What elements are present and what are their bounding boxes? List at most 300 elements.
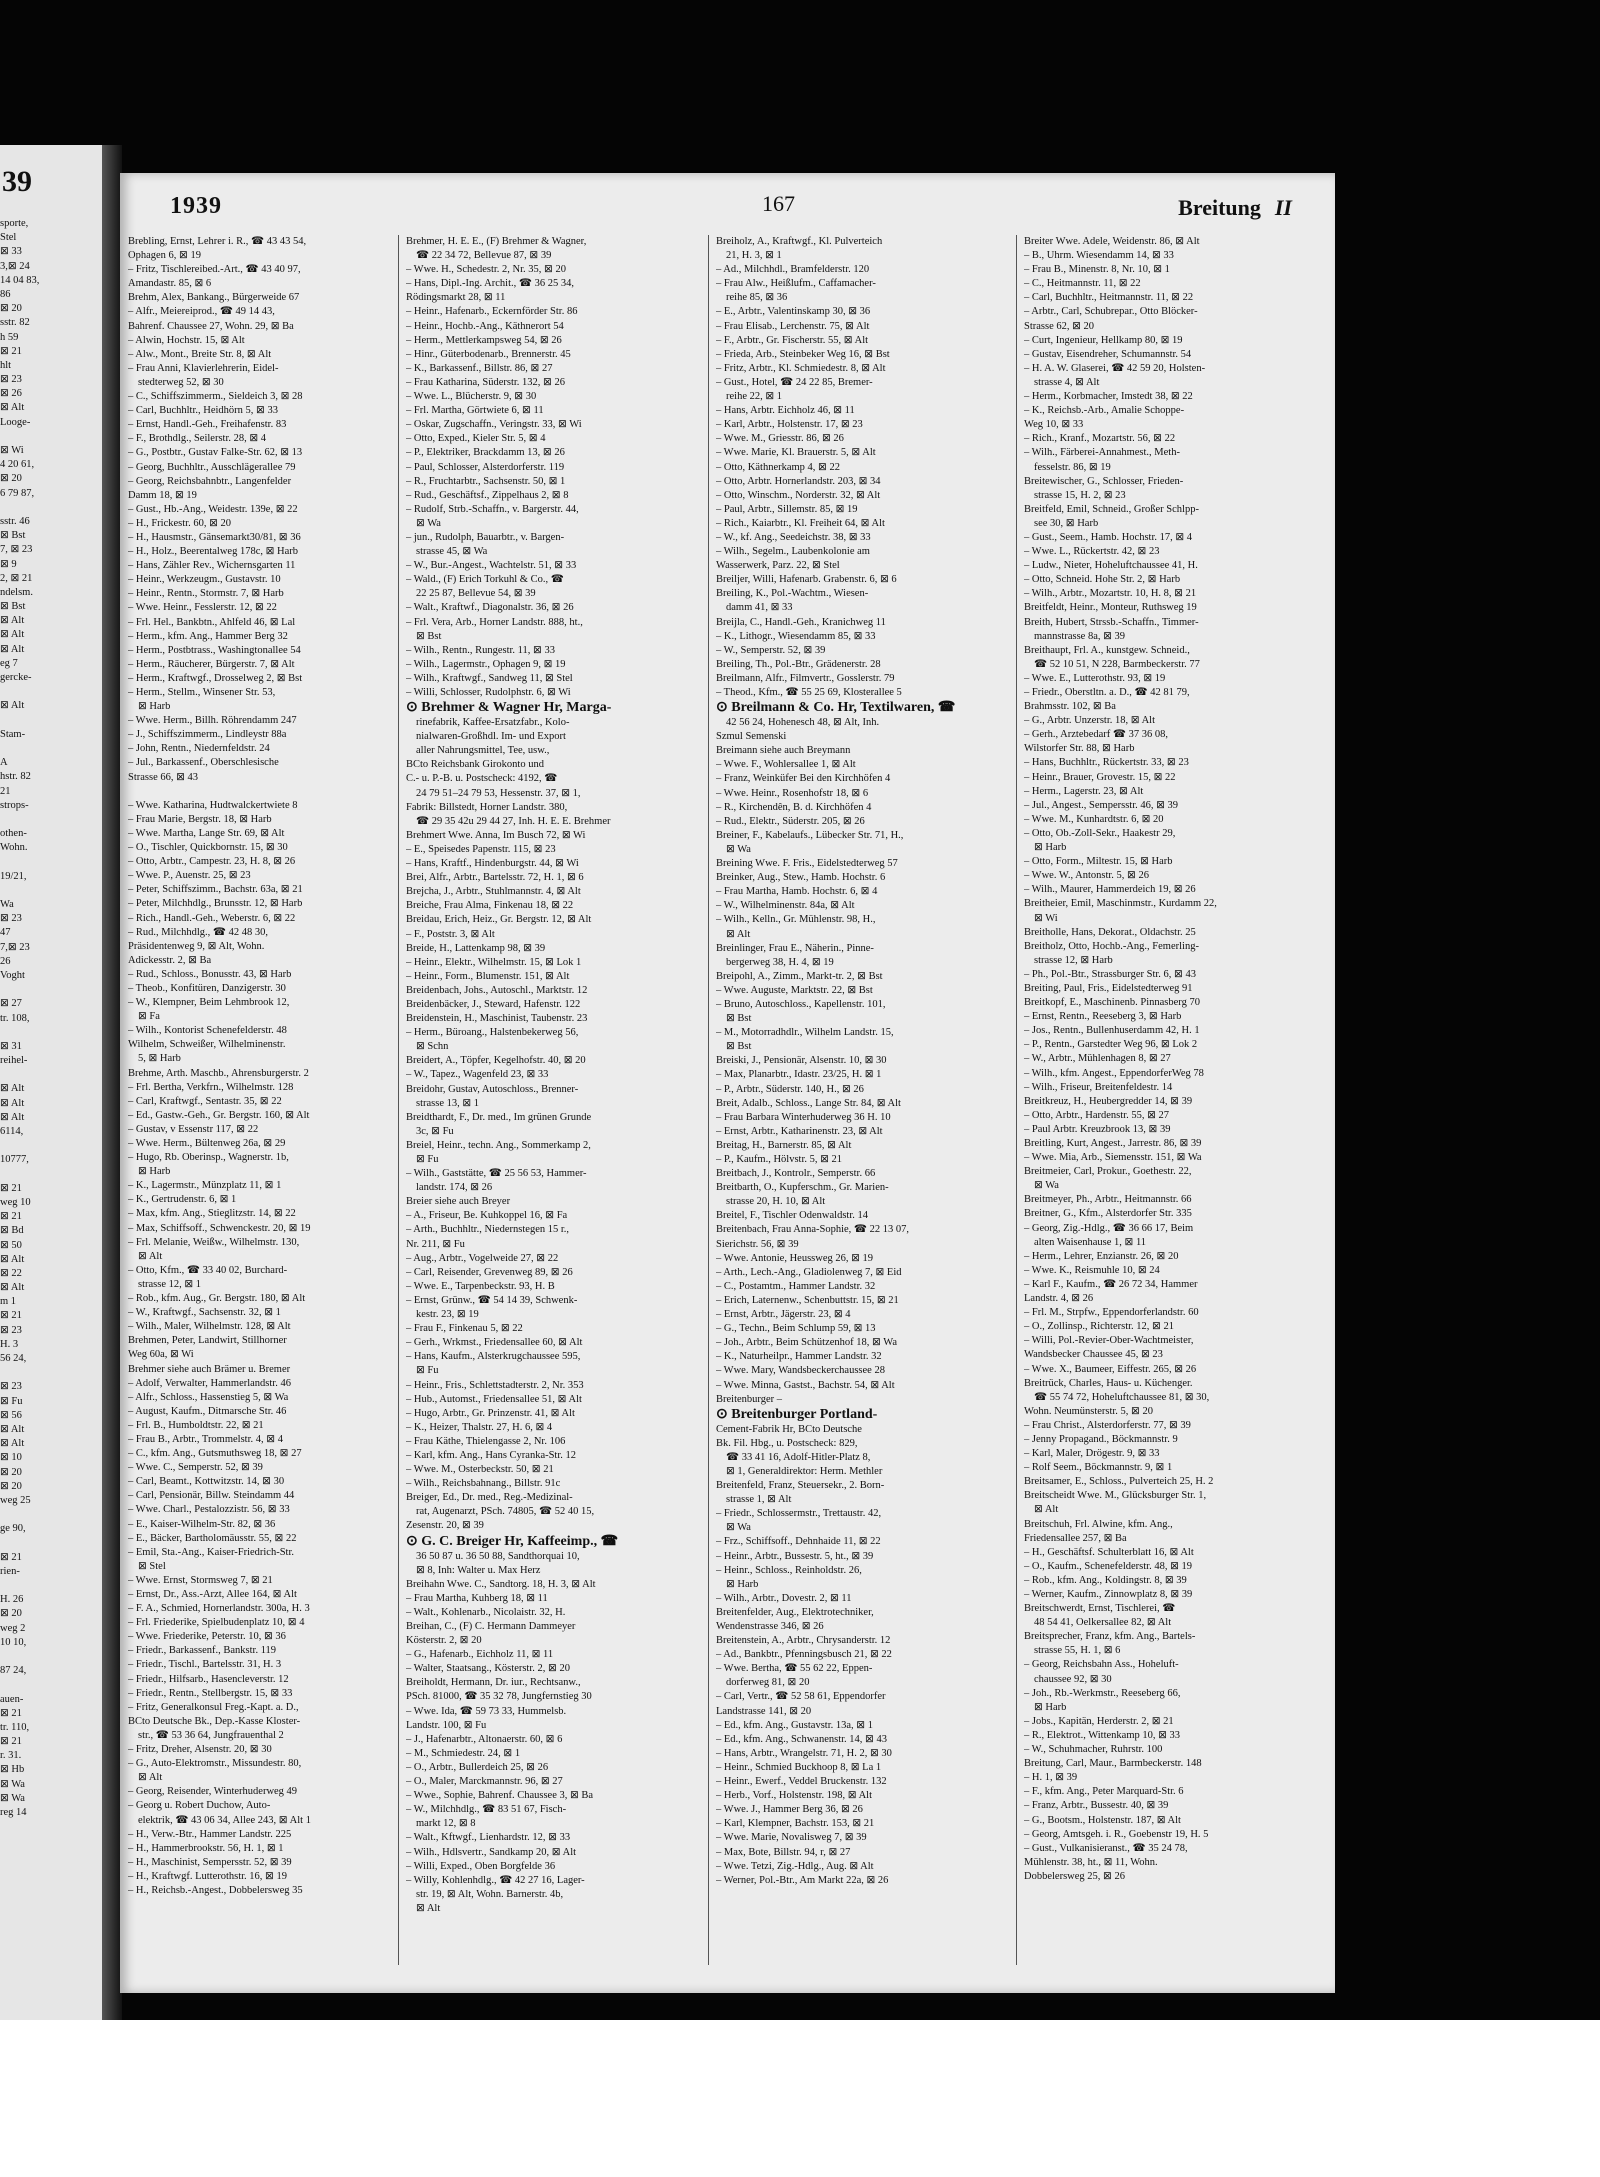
directory-entry-line: – P., Kaufm., Hölvstr. 5, ⊠ 21 [716, 1154, 843, 1165]
directory-entry-line: – F., Poststr. 3, ⊠ Alt [406, 928, 495, 940]
directory-entry-line: – Rudolf, Strb.-Schaffn., v. Bargerstr. 44, [406, 503, 579, 515]
directory-entry-line: – Frl. Bertha, Verkfrn., Wilhelmstr. 128 [128, 1081, 294, 1093]
left-page-year: 39 [2, 165, 32, 198]
directory-entry-line: – Alwin, Hochstr. 15, ⊠ Alt [128, 334, 245, 346]
left-page-line: ⊠ Alt [0, 1438, 25, 1450]
directory-entry-line: – Gust., Hb.-Ang., Weidestr. 139e, ⊠ 22 [128, 503, 298, 515]
directory-entry-line: – Wilh., Maurer, Hammerdeich 19, ⊠ 26 [1024, 884, 1196, 896]
directory-entry-line: – Heinr., Werkzeugm., Gustavstr. 10 [128, 574, 281, 586]
directory-entry-line: ⊙ Breilmann & Co. Hr, Textilwaren, ☎ [716, 700, 956, 716]
directory-entry-line: – H. 1, ⊠ 39 [1024, 1772, 1078, 1784]
directory-entry-line: – G., Auto-Elektromstr., Missundestr. 80, [128, 1758, 302, 1770]
directory-entry-line: – P., Rentn., Garstedter Weg 96, ⊠ Lok 2 [1024, 1039, 1198, 1051]
directory-entry-line: – Otto, Kfm., ☎ 33 40 02, Burchard- [128, 1264, 288, 1276]
directory-entry-line: – Frau Anni, Klavierlehrerin, Eidel- [128, 362, 279, 374]
directory-entry-line: Wandsbecker Chaussee 45, ⊠ 23 [1024, 1349, 1163, 1361]
directory-entry-line: – Karl, kfm. Ang., Hans Cyranka-Str. 12 [406, 1449, 577, 1461]
directory-entry-line: – Otto, Form., Miltestr. 15, ⊠ Harb [1024, 856, 1173, 868]
directory-entry-line: landstr. 174, ⊠ 26 [416, 1182, 493, 1194]
left-page-line: ⊠ Alt [0, 1253, 25, 1265]
column-2 [406, 235, 668, 1965]
left-page-line: 21 [0, 785, 11, 797]
directory-entry-line: ⊠ Wa [1034, 1180, 1059, 1192]
column-1 [128, 235, 390, 1965]
page-number: 167 [762, 191, 795, 216]
left-page-line [0, 1678, 100, 1692]
directory-entry-line: – B., Uhrm. Wiesendamm 14, ⊠ 33 [1024, 250, 1174, 262]
left-page-line: 7, ⊠ 23 [0, 544, 33, 556]
directory-entry-line: Breidohr, Gustav, Autoschloss., Brenner- [406, 1083, 579, 1095]
directory-entry-line: – F., kfm. Ang., Peter Marquard-Str. 6 [1024, 1786, 1184, 1798]
directory-entry-line: – Wwe. E., Lutterothstr. 93, ⊠ 19 [1024, 672, 1166, 684]
directory-entry-line: – Wilh., Reichsbahnang., Billstr. 91c [406, 1478, 561, 1490]
directory-entry-line: – H., Geschäftsf. Schulterblatt 16, ⊠ Alt [1024, 1546, 1194, 1558]
directory-entry-line: – Frl. B., Humboldtstr. 22, ⊠ 21 [128, 1419, 264, 1431]
directory-entry-line: – R., Kirchendên, B. d. Kirchhöfen 4 [716, 801, 872, 813]
directory-entry-line: Zesenstr. 20, ⊠ 39 [406, 1520, 484, 1532]
directory-entry-line: – Rolf Seem., Böckmannstr. 9, ⊠ 1 [1024, 1462, 1173, 1474]
directory-entry-line: – Walt., Kftwgf., Lienhardstr. 12, ⊠ 33 [406, 1832, 571, 1844]
directory-entry-line: Wohn. Neumünsterstr. 5, ⊠ 20 [1024, 1405, 1153, 1417]
directory-entry-line: – Heinr., Rentn., Stormstr. 7, ⊠ Harb [128, 588, 284, 600]
directory-entry-line: damm 41, ⊠ 33 [726, 602, 793, 614]
directory-entry-line: – Hans, Kraftf., Hindenburgstr. 44, ⊠ Wi [406, 858, 579, 870]
directory-entry-line: – Heinr., Schmied Buckhoop 8, ⊠ La 1 [716, 1761, 882, 1773]
directory-entry-line: – Frau Alw., Heißlufm., Caffamacher- [716, 278, 876, 290]
left-page-line: ⊠ 21 [0, 1211, 22, 1223]
left-page-line: ⊠ 21 [0, 1182, 22, 1194]
left-page-line: 10 10, [0, 1636, 27, 1648]
directory-entry-line: Breidthardt, F., Dr. med., Im grünen Grunde [406, 1111, 592, 1123]
directory-entry-line: – Willi, Schlosser, Rudolphstr. 6, ⊠ Wi [406, 687, 571, 698]
left-page-line [0, 1068, 100, 1082]
directory-entry-line: strasse 45, ⊠ Wa [416, 546, 488, 558]
directory-entry-line: Breide, H., Lattenkamp 98, ⊠ 39 [406, 942, 546, 954]
directory-entry-line: bergerweg 38, H. 4, ⊠ 19 [726, 956, 834, 968]
left-page-line: 2, ⊠ 21 [0, 572, 33, 584]
directory-entry-line: – Wwe. Herm., Billh. Röhrendamm 247 [128, 715, 297, 727]
directory-entry-line: – Ernst, Grünw., ☎ 54 14 39, Schwenk- [406, 1294, 578, 1306]
directory-entry-line: – Wilh., Friseur, Breitenfeldestr. 14 [1024, 1081, 1173, 1093]
directory-entry-line: – Rob., kfm. Ang., Koldingstr. 8, ⊠ 39 [1024, 1574, 1187, 1586]
left-page-line: ⊠ 20 [0, 473, 22, 485]
directory-entry-line: – Georg, Zig.-Hdlg., ☎ 36 66 17, Beim [1024, 1222, 1194, 1234]
directory-entry-line: – H., Holz., Beerentalweg 178c, ⊠ Harb [128, 546, 299, 558]
directory-entry-line: – Heinr., Form., Blumenstr. 151, ⊠ Alt [406, 970, 570, 982]
left-page-line: h 59 [0, 331, 19, 343]
directory-entry-line: – G., Postbtr., Gustav Falke-Str. 62, ⊠ 13 [128, 447, 303, 459]
directory-entry-line: Breiholz, A., Kraftwgf., Kl. Pulverteich [716, 236, 883, 247]
directory-entry-line: ⊠ Wa [726, 1522, 751, 1534]
directory-entry-line: – Peter, Milchhdlg., Brunsstr. 12, ⊠ Harb [128, 898, 303, 910]
left-page-line: ⊠ 20 [0, 1608, 22, 1620]
directory-entry-line: Breitmeier, Carl, Prokur., Goethestr. 22, [1024, 1166, 1192, 1178]
directory-entry-line: Breitenfeld, Franz, Steuersekr., 2. Born- [716, 1480, 885, 1492]
directory-entry-line: – Wilh., Hdlsvertr., Sandkamp 20, ⊠ Alt [406, 1846, 577, 1858]
directory-entry-line: Breith, Hubert, Strssb.-Schaffn., Timmer- [1024, 616, 1199, 628]
directory-entry-line: – Jobs., Kapitän, Herderstr. 2, ⊠ 21 [1024, 1715, 1174, 1727]
directory-entry-line: – Arbtr., Carl, Schubrepar., Otto Blöcker- [1024, 306, 1198, 318]
directory-entry-line: – G., Arbtr. Unzerstr. 18, ⊠ Alt [1024, 715, 1155, 727]
directory-entry-line: ☎ 33 41 16, Adolf-Hitler-Platz 8, [726, 1451, 871, 1463]
directory-entry-line: – Wilh., Kelln., Gr. Mühlenstr. 98, H., [716, 914, 876, 926]
directory-entry-line: Breitewischer, G., Schlosser, Frieden- [1024, 475, 1184, 487]
directory-entry-line: – W., Arbtr., Mühlenhagen 8, ⊠ 27 [1024, 1053, 1171, 1065]
directory-entry-line: elektrik, ☎ 43 06 34, Allee 243, ⊠ Alt 1 [138, 1814, 311, 1826]
left-page-line [0, 1650, 100, 1664]
left-page-line [0, 685, 100, 699]
directory-entry-line: ⊠ 8, Inh: Walter u. Max Herz [416, 1564, 541, 1576]
directory-entry-line: – O., Arbtr., Bullerdeich 25, ⊠ 26 [406, 1761, 549, 1773]
directory-entry-line: ⊠ Fa [138, 1011, 160, 1023]
left-page-line [0, 430, 100, 444]
directory-entry-line: – Karl, Klempner, Bachstr. 153, ⊠ 21 [716, 1818, 875, 1830]
directory-entry-line: Breinlinger, Frau E., Näherin., Pinne- [716, 942, 874, 954]
directory-entry-line: Breitrück, Charles, Haus- u. Küchenger. [1024, 1377, 1193, 1389]
directory-entry-line: – Rud., Schloss., Bonusstr. 43, ⊠ Harb [128, 968, 292, 980]
scan-margin [0, 2020, 1600, 2177]
directory-entry-line: ⊙ Brehmer & Wagner Hr, Marga- [406, 700, 612, 716]
directory-entry-line: Kösterstr. 2, ⊠ 20 [406, 1635, 482, 1647]
directory-entry-line: – Wwe. E., Tarpenbeckstr. 93, H. B [406, 1280, 555, 1292]
directory-entry-line [128, 785, 390, 799]
directory-entry-line: – C., Heitmannstr. 11, ⊠ 22 [1024, 278, 1141, 290]
directory-entry-line: Breitscheidt Wwe. M., Glücksburger Str. 1, [1024, 1490, 1207, 1502]
directory-entry-line: Breihan, C., (F) C. Hermann Dammeyer [406, 1621, 576, 1632]
directory-entry-line: – John, Rentn., Niedernfeldstr. 24 [128, 743, 270, 755]
directory-entry-line: – Arth., Lech.-Ang., Gladiolenweg 7, ⊠ Eid [716, 1266, 902, 1278]
directory-entry-line: – Wwe. Marie, Novalisweg 7, ⊠ 39 [716, 1832, 867, 1844]
directory-entry-line: – Wilh., Kontorist Schenefelderstr. 48 [128, 1025, 287, 1037]
directory-entry-line: – Frau F., Finkenau 5, ⊠ 22 [406, 1323, 523, 1335]
directory-entry-line: reihe 85, ⊠ 36 [726, 292, 788, 304]
directory-entry-line: ⊠ Alt [726, 928, 751, 940]
directory-entry-line: Breitenfelder, Aug., Elektrotechniker, [716, 1606, 874, 1618]
left-page-line: Stam- [0, 728, 26, 740]
directory-entry-line: Breining Wwe. F. Fris., Eidelstedterweg 57 [716, 858, 898, 870]
directory-entry-line: ⊠ Wi [1034, 912, 1058, 924]
directory-entry-line: ⊙ G. C. Breiger Hr, Kaffeeimp., ☎ [406, 1533, 619, 1549]
directory-entry-line: – K., Heizer, Thalstr. 27, H. 6, ⊠ 4 [406, 1421, 553, 1433]
directory-entry-line: – Frau Christ., Alsterdorferstr. 77, ⊠ 39 [1024, 1419, 1191, 1431]
directory-entry-line: Breitkopf, E., Maschinenb. Pinnasberg 70 [1024, 997, 1200, 1009]
directory-entry-line: – Frieda, Arb., Steinbeker Weg 16, ⊠ Bst [716, 348, 890, 360]
directory-entry-line: – Jul., Angest., Sempersstr. 46, ⊠ 39 [1024, 799, 1179, 811]
directory-entry-line: Breitmeyer, Ph., Arbtr., Heitmannstr. 66 [1024, 1194, 1192, 1206]
directory-entry-line: – Friedr., Tischl., Bartelsstr. 31, H. 3 [128, 1659, 282, 1671]
directory-entry-line: PSch. 81000, ☎ 35 32 78, Jungfernstieg 30 [406, 1691, 592, 1703]
left-page-line: ⊠ 31 [0, 1040, 22, 1052]
directory-entry-line: strasse 15, H. 2, ⊠ 23 [1034, 489, 1126, 501]
directory-entry-line: – Wwe. M., Osterbeckstr. 50, ⊠ 21 [406, 1464, 554, 1476]
directory-entry-line: – Fritz, Dreher, Alsenstr. 20, ⊠ 30 [128, 1744, 272, 1756]
directory-entry-line: – Friedr., Barkassenf., Bankstr. 119 [128, 1645, 277, 1657]
directory-entry-line: – Otto, Arbtr., Campestr. 23, H. 8, ⊠ 26 [128, 856, 296, 868]
directory-entry-line: – Gust., Hotel, ☎ 24 22 85, Bremer- [716, 376, 873, 388]
directory-entry-line: – Wwe. Katharina, Hudtwalckertwiete 8 [128, 799, 298, 811]
directory-entry-line: – Herm., Kraftwgf., Drosselweg 2, ⊠ Bst [128, 672, 303, 684]
directory-entry-line: – Rich., Kaiarbtr., Kl. Freiheit 64, ⊠ Alt [716, 517, 885, 529]
directory-entry-line: ⊠ Alt [138, 1250, 163, 1262]
directory-entry-line: – Frau B., Arbtr., Trommelstr. 4, ⊠ 4 [128, 1433, 283, 1445]
directory-entry-line: – Wwe. K., Reismuhle 10, ⊠ 24 [1024, 1264, 1160, 1276]
directory-entry-line: Breinker, Aug., Stew., Hamb. Hochstr. 6 [716, 872, 886, 884]
left-page-line: tr. 110, [0, 1721, 30, 1733]
directory-entry-line: – Wwe. L., Blücherstr. 9, ⊠ 30 [406, 391, 537, 403]
directory-entry-line: – Willy, Kohlenhdlg., ☎ 42 27 16, Lager- [406, 1874, 585, 1886]
left-page-line: ⊠ Alt [0, 643, 25, 655]
directory-entry-line: – O., Maler, Marckmannstr. 96, ⊠ 27 [406, 1776, 563, 1788]
directory-entry-line: Breitholz, Otto, Hochb.-Ang., Femerling- [1024, 940, 1199, 952]
directory-entry-line: Breiting, Paul, Fris., Eidelstedterweg 91 [1024, 982, 1193, 994]
directory-entry-line: – O., Tischler, Quickbornstr. 15, ⊠ 30 [128, 842, 288, 854]
directory-entry-line: – Ad., Bankbtr., Pfenningsbusch 21, ⊠ 22 [716, 1649, 892, 1661]
left-page-line: ⊠ Alt [0, 1097, 25, 1109]
directory-entry-line: Brehm, Alex, Bankang., Bürgerweide 67 [128, 292, 300, 304]
directory-entry-line: Breihahn Wwe. C., Sandtorg. 18, H. 3, ⊠ Alt [406, 1578, 596, 1590]
directory-entry-line: str. 19, ⊠ Alt, Wohn. Barnerstr. 4b, [416, 1888, 564, 1900]
left-page-line: gercke- [0, 672, 32, 683]
left-page-line: reihel- [0, 1055, 28, 1067]
directory-entry-line: Strasse 66, ⊠ 43 [128, 771, 199, 783]
directory-entry-line: – Frl. Hel., Bankbtn., Ahlfeld 46, ⊠ Lal [128, 616, 296, 628]
directory-entry-line: ⊠ Harb [1034, 1701, 1067, 1713]
directory-entry-line: – Max, Planarbtr., Idastr. 23/25, H. ⊠ 1 [716, 1069, 882, 1081]
left-page-line: othen- [0, 828, 27, 840]
directory-entry-line: – Gerh., Arztebedarf ☎ 37 36 08, [1024, 729, 1168, 741]
directory-entry-line: – Joh., Rb.-Werkmstr., Reeseberg 66, [1024, 1687, 1181, 1699]
column-rule [1016, 235, 1017, 1965]
left-page-line: 10777, [0, 1154, 29, 1166]
left-page-line: rien- [0, 1565, 20, 1577]
directory-entry-line: – Herm., Büroang., Halstenbekerweg 56, [406, 1027, 579, 1039]
directory-entry-line: – Herm., Räucherer, Bürgerstr. 7, ⊠ Alt [128, 658, 295, 670]
directory-entry-line: – Wwe. Friederike, Peterstr. 10, ⊠ 36 [128, 1631, 286, 1643]
directory-entry-line: Breiling, K., Pol.-Wachtm., Wiesen- [716, 588, 869, 600]
left-page-line: ⊠ 10 [0, 1452, 22, 1464]
left-page-line: weg 10 [0, 1196, 31, 1208]
left-page-line [0, 983, 100, 997]
directory-entry-line: – Wilh., Arbtr., Mozartstr. 10, H. 8, ⊠ 21 [1024, 588, 1197, 600]
left-page-line [0, 884, 100, 898]
directory-entry-line: Breithaupt, Frl. A., kunstgew. Schneid., [1024, 644, 1190, 656]
directory-entry-line: Breier siehe auch Breyer [406, 1196, 511, 1208]
left-page-line: ⊠ 21 [0, 1707, 22, 1719]
directory-entry-line: – Hans, Zähler Rev., Wichernsgarten 11 [128, 560, 296, 572]
directory-entry-line: Brebling, Ernst, Lehrer i. R., ☎ 43 43 54, [128, 236, 307, 247]
directory-entry-line: – Gust., Vulkanisieranst., ☎ 35 24 78, [1024, 1842, 1188, 1854]
directory-entry-line: – G., Hafenarb., Eichholz 11, ⊠ 11 [406, 1649, 554, 1661]
left-page-line: ⊠ Wa [0, 1778, 25, 1790]
directory-entry-line: – Fritz, Tischlereibed.-Art., ☎ 43 40 97, [128, 264, 301, 276]
directory-entry-line: – Wwe. L., Rückertstr. 42, ⊠ 23 [1024, 546, 1160, 558]
left-page-line: 26 [0, 955, 11, 967]
page-header [170, 185, 1320, 225]
directory-entry-line: Rödingsmarkt 28, ⊠ 11 [406, 292, 506, 304]
directory-entry-line: aller Nahrungsmittel, Tee, usw., [416, 745, 550, 757]
left-page-line: 4 20 61, [0, 459, 35, 471]
directory-entry-line: – E., Arbtr., Valentinskamp 30, ⊠ 36 [716, 306, 871, 318]
directory-entry-line: – Wwe. Bertha, ☎ 55 62 22, Eppen- [716, 1663, 873, 1675]
directory-entry-line: Breitfeld, Emil, Schneid., Großer Schlpp- [1024, 503, 1199, 515]
directory-entry-line: ⊠ Alt [138, 1772, 163, 1784]
left-page-line: hlt [0, 359, 12, 371]
directory-entry-line: – Walter, Staatsang., Kösterstr. 2, ⊠ 20 [406, 1663, 570, 1675]
directory-entry-line: – Max, Bote, Billstr. 94, r, ⊠ 27 [716, 1846, 851, 1858]
directory-entry-line: – Wwe. H., Schedestr. 2, Nr. 35, ⊠ 20 [406, 264, 566, 276]
directory-entry-line: – Herm., Lagerstr. 23, ⊠ Alt [1024, 785, 1144, 797]
left-page-line: tr. 108, [0, 1012, 30, 1024]
directory-entry-line: – Paul, Arbtr., Sillemstr. 85, ⊠ 19 [716, 503, 858, 515]
directory-entry-line: 48 54 41, Oelkersallee 82, ⊠ Alt [1034, 1617, 1172, 1629]
directory-entry-line: – Hans, Buchhltr., Rückertstr. 33, ⊠ 23 [1024, 757, 1189, 769]
directory-entry-line: Wilhelm, Schweißer, Wilhelminenstr. [128, 1039, 286, 1051]
directory-entry-line: – K., Naturheilpr., Hammer Landstr. 32 [716, 1351, 882, 1363]
directory-entry-line: Dobbelersweg 25, ⊠ 26 [1024, 1870, 1125, 1882]
directory-entry-line: – Wilh., Gaststätte, ☎ 25 56 53, Hammer- [406, 1168, 587, 1180]
directory-entry-line: – E., Kaiser-Wilhelm-Str. 82, ⊠ 36 [128, 1518, 276, 1530]
directory-entry-line: – Ernst, Rentn., Reeseberg 3, ⊠ Harb [1024, 1011, 1182, 1023]
directory-entry-line: Landstr. 4, ⊠ 26 [1024, 1293, 1094, 1305]
directory-entry-line: – C., Schiffszimmerm., Sieldeich 3, ⊠ 28 [128, 391, 303, 403]
directory-entry-line: Wasserwerk, Parz. 22, ⊠ Stel [716, 560, 840, 572]
directory-entry-line: – Frl. Vera, Arb., Horner Landstr. 888, ht., [406, 616, 583, 628]
directory-entry-line: – K., Gertrudenstr. 6, ⊠ 1 [128, 1194, 237, 1206]
directory-entry-line: strasse 12, ⊠ Harb [1034, 954, 1113, 966]
left-page-line: ⊠ 20 [0, 1480, 22, 1492]
directory-entry-line: – M., Schmiedestr. 24, ⊠ 1 [406, 1747, 521, 1759]
directory-entry-line: – Wilh., Arbtr., Dovestr. 2, ⊠ 11 [716, 1592, 852, 1604]
directory-entry-line: Brejcha, J., Arbtr., Stuhlmannstr. 4, ⊠ Alt [406, 886, 581, 898]
directory-entry-line: Damm 18, ⊠ 19 [128, 489, 197, 501]
directory-entry-line: – Hugo, Rb. Oberinsp., Wagnerstr. 1b, [128, 1152, 289, 1164]
directory-entry-line: rinefabrik, Kaffee-Ersatzfabr., Kolo- [416, 717, 570, 729]
directory-entry-line: – Willi, Exped., Oben Borgfelde 36 [406, 1860, 556, 1872]
left-page-line: ⊠ 20 [0, 1466, 22, 1478]
directory-entry-line: – M., Motorradhdlr., Wilhelm Landstr. 15, [716, 1027, 894, 1039]
directory-entry-line: – Karl, Maler, Drögestr. 9, ⊠ 33 [1024, 1448, 1160, 1460]
left-page-line: H. 26 [0, 1594, 24, 1606]
left-page-line: 56 24, [0, 1353, 27, 1364]
directory-entry-line: – Heinr., Elektr., Wilhelmstr. 15, ⊠ Lok 1 [406, 956, 582, 968]
directory-entry-line: Fabrik: Billstedt, Horner Landstr. 380, [406, 801, 568, 813]
directory-entry-line: ⊠ Stel [138, 1560, 166, 1572]
directory-entry-line: ⊠ Harb [138, 701, 171, 713]
directory-entry-line: – Rob., kfm. Aug., Gr. Bergstr. 180, ⊠ Alt [128, 1293, 306, 1305]
directory-entry-line: – Rud., Elektr., Süderstr. 205, ⊠ 26 [716, 815, 865, 827]
directory-entry-line: 22 25 87, Bellevue 54, ⊠ 39 [416, 588, 536, 600]
directory-entry-line: ⊠ Wa [726, 843, 751, 855]
directory-entry-line: Breidenbäcker, J., Steward, Hafenstr. 122 [406, 998, 581, 1010]
directory-entry-line: BCto Reichsbank Girokonto und [406, 759, 544, 771]
directory-entry-line: Breitschwerdt, Ernst, Tischlerei, ☎ [1024, 1603, 1176, 1615]
directory-entry-line: – Alfr., Meiereiprod., ☎ 49 14 43, [128, 306, 275, 318]
directory-entry-line: – Curt, Ingenieur, Hellkamp 80, ⊠ 19 [1024, 334, 1183, 346]
left-page-line: ⊠ 23 [0, 1381, 22, 1393]
directory-entry-line: – Herm., kfm. Ang., Hammer Berg 32 [128, 630, 288, 642]
directory-entry-line: – Aug., Arbtr., Vogelweide 27, ⊠ 22 [406, 1252, 559, 1264]
left-page-line: m 1 [0, 1296, 17, 1308]
directory-entry-line: – Joh., Arbtr., Beim Schützenhof 18, ⊠ Wa [716, 1337, 897, 1349]
directory-entry-line: – Ph., Pol.-Btr., Strassburger Str. 6, ⊠ 43 [1024, 968, 1196, 980]
left-page-line: sporte, [0, 218, 29, 229]
directory-entry-line: – Wald., (F) Erich Torkuhl & Co., ☎ [406, 574, 564, 586]
directory-entry-line: ☎ 22 34 72, Bellevue 87, ⊠ 39 [416, 250, 552, 262]
directory-entry-line: – W., Bur.-Angest., Wachtelstr. 51, ⊠ 33 [406, 560, 577, 572]
left-page-line [0, 1579, 100, 1593]
directory-entry-line: – Walt., Kraftwf., Diagonalstr. 36, ⊠ 26 [406, 602, 574, 614]
left-page-line [0, 1168, 100, 1182]
directory-entry-line: Brahmsstr. 102, ⊠ Ba [1024, 701, 1116, 713]
directory-entry-line: – W., kf. Ang., Seedeichstr. 38, ⊠ 33 [716, 531, 871, 543]
directory-entry-line: – F., Brothdlg., Seilerstr. 28, ⊠ 4 [128, 433, 267, 445]
directory-entry-line: Breiholdt, Hermann, Dr. iur., Rechtsanw., [406, 1677, 581, 1689]
directory-entry-line: – Wwe. M., Griesstr. 86, ⊠ 26 [716, 433, 844, 445]
directory-entry-line: – Adolf, Verwalter, Hammerlandstr. 46 [128, 1377, 291, 1389]
directory-entry-line: – Wwe. X., Baumeer, Eiffestr. 265, ⊠ 26 [1024, 1363, 1197, 1375]
directory-entry-line: – Friedr., Hilfsarb., Hasencleverstr. 12 [128, 1673, 289, 1685]
directory-entry-line: alten Waisenhause 1, ⊠ 11 [1034, 1236, 1147, 1248]
directory-entry-line: ⊠ Schn [416, 1041, 449, 1053]
directory-entry-line: Breipohl, A., Zimm., Markt-tr. 2, ⊠ Bst [716, 970, 883, 982]
directory-entry-line: – Herm., Stellm., Winsener Str. 53, [128, 687, 276, 698]
directory-entry-line: – K., Reichsb.-Arb., Amalie Schoppe- [1024, 405, 1185, 417]
directory-entry-line: see 30, ⊠ Harb [1034, 517, 1099, 529]
directory-entry-line: strasse 12, ⊠ 1 [138, 1278, 202, 1290]
directory-entry-line: – E., Bäcker, Bartholomäusstr. 55, ⊠ 22 [128, 1532, 297, 1544]
directory-entry-line: – Frau Elisab., Lerchenstr. 75, ⊠ Alt [716, 320, 870, 332]
directory-entry-line: – Heinr., Schloss., Reinholdstr. 26, [716, 1564, 862, 1576]
directory-entry-line: – jun., Rudolph, Bauarbtr., v. Bargen- [406, 531, 565, 543]
left-page-line: ⊠ Alt [0, 1083, 25, 1095]
directory-entry-line: – Wwe. Auguste, Marktstr. 22, ⊠ Bst [716, 984, 873, 996]
left-page-line: Stel [0, 232, 17, 244]
left-page-line [0, 813, 100, 827]
left-page-line: 7,⊠ 23 [0, 941, 30, 953]
directory-entry-line: – Frau Martha, Kuhberg 18, ⊠ 11 [406, 1592, 548, 1604]
directory-entry-line: – Frl. Friederike, Spielbudenplatz 10, ⊠ 4 [128, 1617, 305, 1629]
directory-entry-line: – Otto, Käthnerkamp 4, ⊠ 22 [716, 461, 840, 473]
left-page-line [0, 1536, 100, 1550]
directory-entry-line: ⊠ Bst [726, 1013, 752, 1025]
directory-entry-line: Nr. 211, ⊠ Fu [406, 1238, 465, 1250]
directory-entry-line: – Fritz, Arbtr., Kl. Schmiedestr. 8, ⊠ Alt [716, 362, 886, 374]
directory-entry-line: 5, ⊠ Harb [138, 1053, 181, 1065]
directory-entry-line: – Max, Schiffsoff., Schwenckestr. 20, ⊠ 19 [128, 1222, 311, 1234]
directory-entry-line: – Gust., Seem., Hamb. Hochstr. 17, ⊠ 4 [1024, 531, 1193, 543]
directory-entry-line: dorferweg 81, ⊠ 20 [726, 1677, 810, 1689]
left-page-line: ⊠ 23 [0, 1324, 22, 1336]
directory-entry-line: – Bruno, Autoschloss., Kapellenstr. 101, [716, 998, 886, 1010]
column-3 [716, 235, 978, 1965]
directory-entry-line: – Otto, Arbtr. Hornerlandstr. 203, ⊠ 34 [716, 475, 881, 487]
directory-entry-line: – Alfr., Schloss., Hassenstieg 5, ⊠ Wa [128, 1391, 289, 1403]
directory-entry-line: Breiger, Ed., Dr. med., Reg.-Medizinal- [406, 1492, 573, 1504]
directory-entry-line: – Karl F., Kaufm., ☎ 26 72 34, Hammer [1024, 1278, 1198, 1290]
left-page-line: ⊠ 23 [0, 913, 22, 925]
directory-entry-line: – Frau Katharina, Süderstr. 132, ⊠ 26 [406, 376, 565, 388]
left-page-fragment [0, 145, 105, 2020]
directory-entry-line: Breitschuh, Frl. Alwine, kfm. Ang., [1024, 1518, 1173, 1530]
directory-entry-line: Breitung, Carl, Maur., Barmbeckerstr. 148 [1024, 1758, 1202, 1770]
directory-entry-line: – Frau Marie, Bergstr. 18, ⊠ Harb [128, 813, 272, 825]
left-page-line: A [0, 757, 8, 769]
directory-entry-line: – Wwe. P., Auenstr. 25, ⊠ 23 [128, 870, 251, 882]
directory-entry-line: – O., Zollinsp., Richterstr. 12, ⊠ 21 [1024, 1321, 1174, 1333]
directory-entry-line: – Theod., Kfm., ☎ 55 25 69, Klosterallee 5 [716, 687, 902, 698]
directory-entry-line: – H., Hausmstr., Gänsemarkt30/81, ⊠ 36 [128, 531, 301, 543]
directory-entry-line: – Werner, Kaufm., Zinnowplatz 8, ⊠ 39 [1024, 1589, 1193, 1600]
